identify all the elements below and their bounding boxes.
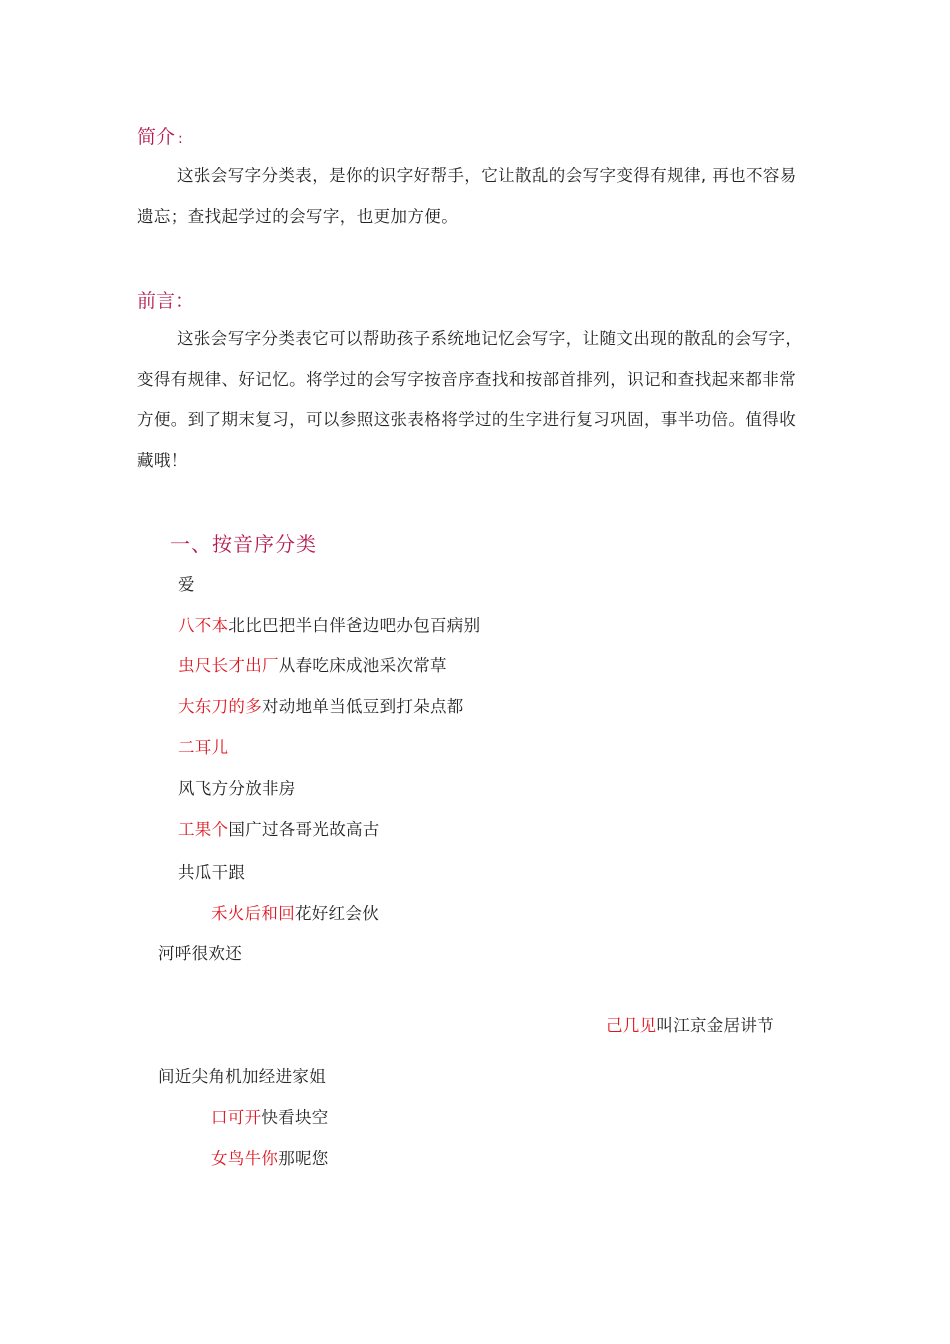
pinyin-row-c: [178, 652, 447, 676]
pinyin-row-k: [211, 1104, 329, 1128]
row-chars: 叫江京金居讲节: [656, 1016, 775, 1035]
pinyin-row-d: [178, 693, 464, 717]
pinyin-row-h2: [158, 940, 242, 964]
row-chars: 北比巴把半白伴爸边吧办包百病别: [228, 616, 481, 635]
row-chars: 河呼很欢还: [158, 944, 242, 963]
row-red-chars: 工果个: [178, 820, 229, 839]
row-chars: 快看块空: [261, 1108, 329, 1127]
preface-heading: 前言：: [137, 290, 195, 312]
row-red-chars: 己几见: [606, 1016, 657, 1035]
pinyin-row-a: [178, 571, 195, 595]
row-chars: 对动地单当低豆到打朵点都: [262, 697, 464, 716]
pinyin-row-f: [178, 775, 296, 799]
pinyin-row-n: [211, 1145, 329, 1169]
row-chars: 花好红会伙: [295, 904, 379, 923]
row-chars: 国广过各哥光故高古: [228, 820, 380, 839]
pinyin-row-g2: [178, 859, 245, 883]
intro-heading: [137, 122, 183, 149]
pinyin-row-g1: [178, 816, 380, 840]
intro-heading-text: 简介: [137, 126, 176, 148]
row-chars: 风飞方分放非房: [178, 779, 296, 798]
preface-paragraph: [137, 319, 807, 481]
row-red-chars: 女鸟牛你: [211, 1149, 279, 1168]
row-chars: 从春吃床成池采次常草: [278, 656, 447, 675]
row-chars: 那呢您: [278, 1149, 329, 1168]
row-red-chars: 大东刀的多: [178, 697, 262, 716]
row-chars: 共瓜干跟: [178, 863, 246, 882]
pinyin-row-b: [178, 612, 480, 636]
row-chars: 间近尖角机加经进家姐: [158, 1067, 326, 1086]
preface-text: 这张会写字分类表它可以帮助孩子系统地记忆会写字，让随文出现的散乱的会写字，变得有规律、好记忆。将学过的会写字按音序查找和按部首排列，识记和查找起来都非常方便。到了期末复习，可以参照这张表格将学过的生字进行复习巩固，事半功倍。值得收藏哦！: [137, 329, 803, 470]
pinyin-row-h1: [211, 900, 379, 924]
intro-heading-colon: :: [178, 131, 183, 147]
intro-paragraph: [137, 156, 807, 237]
row-red-chars: 虫尺长才出厂: [178, 656, 279, 675]
pinyin-row-j2: [158, 1063, 326, 1087]
pinyin-row-e: [178, 734, 228, 758]
row-red-chars: 口可开: [211, 1108, 262, 1127]
row-red-chars: 禾火后和回: [211, 904, 295, 923]
row-red-chars: 二耳儿: [178, 738, 229, 757]
row-chars: 爱: [178, 575, 195, 594]
section-title: 一、按音序分类: [170, 532, 317, 556]
row-red-chars: 八不本: [178, 616, 229, 635]
intro-text: 这张会写字分类表，是你的识字好帮手，它让散乱的会写字变得有规律, 再也不容易遗忘；查找起学过的会写字，也更加方便。: [137, 166, 797, 226]
pinyin-row-j1: [606, 1012, 774, 1036]
